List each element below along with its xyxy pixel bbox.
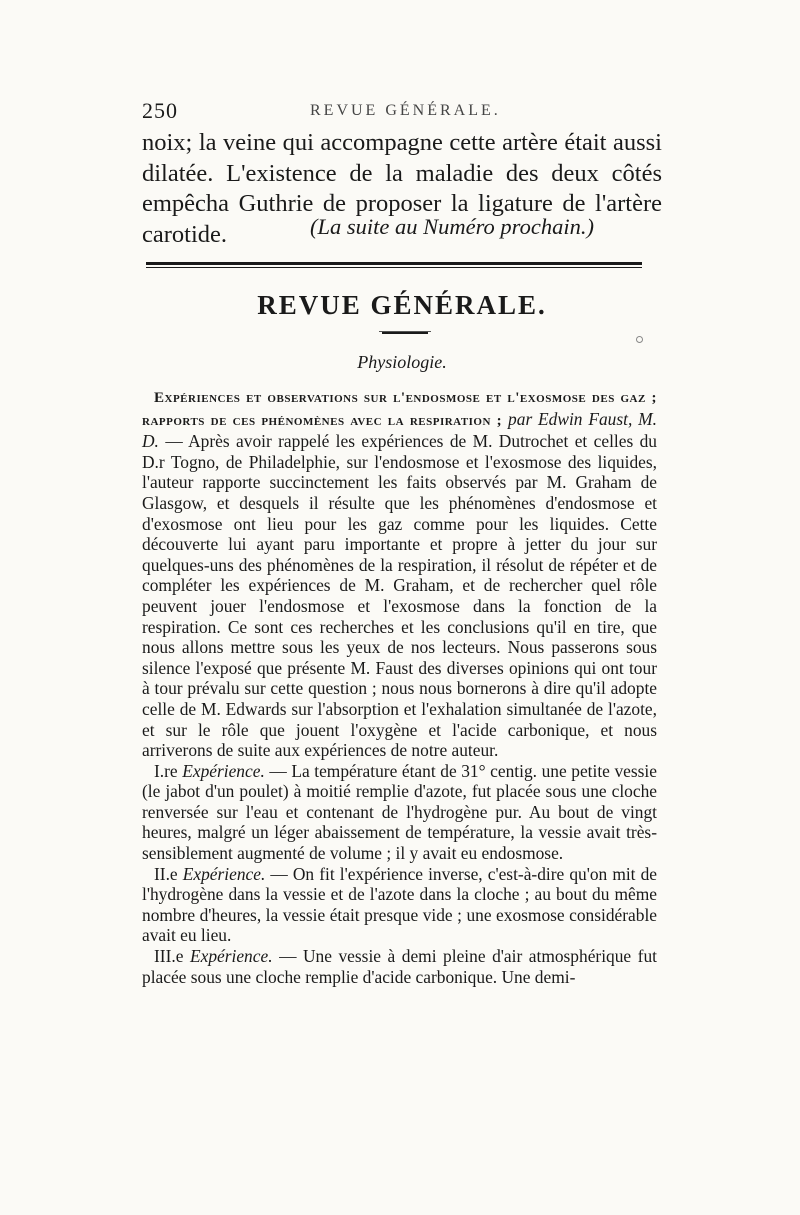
subsection-title: Physiologie. (357, 352, 447, 372)
article-author: par Edwin Faust, M. D. (142, 408, 657, 452)
experiment-title: Expérience. (182, 863, 266, 884)
title-ornament-rule (382, 332, 428, 334)
experiment-label: III.e (154, 946, 184, 967)
experiment-title: Expérience. (182, 760, 265, 781)
article-intro: — Après avoir rappelé les expériences de M. Dutrochet et celles du D.r Togno, de Philadelphie, sur l'endosmose et l'exosmose des liquides, l'auteur rapporte succinctement les faits observés par M. Graham de Glasgow, et desquels il résulte que les phénomènes d'endosmose et d'exosmose ont lieu pour les gaz comme pour les liquides. Cette découverte lui ayant paru importante et propre à jetter du jour sur quelques-uns des phénomènes de la respiration, il résolut de répéter et de compléter les expériences de M. Graham, et de rechercher quel rôle peuvent jouer l'endosmose et l'exosmose dans la fonction de la respiration. Ce sont ces recherches et les conclusions qu'il en tire, que nous allons mettre sous les yeux de nos lecteurs. Nous passerons sous silence l'exposé que présente M. Faust des diverses opinions qui ont tour à tour prévalu sur cette question ; nous nous bornerons à dire qu'il adopte celle de M. Edwards sur l'absorption et l'exhalation simultanée de l'azote, et sur le rôle que jouent l'oxygène et l'acide carbonique, et nous arriverons de suite aux expériences de notre auteur. (142, 431, 657, 761)
experiment-paragraph (142, 761, 657, 864)
running-title: REVUE GÉNÉRALE. (310, 102, 501, 119)
previous-article-text: noix; la veine qui accompagne cette artère était aussi dilatée. L'existence de la maladie des deux côtés empêcha Guthrie de proposer la ligature de l'artère carotide. (142, 129, 662, 248)
article-intro-paragraph (142, 386, 657, 761)
experiment-text: — Une vessie à demi pleine d'air atmosphérique fut placée sous une cloche remplie d'acide carbonique. Une demi- (142, 946, 657, 987)
section-divider (146, 262, 642, 270)
experiment-text: — On fit l'expérience inverse, c'est-à-dire qu'on mit de l'hydrogène dans la vessie et de l'azote dans la cloche ; au bout du même nombre d'heures, la vessie était presque vide ; une exosmose considérable avait eu lieu. (142, 863, 657, 946)
article-body (142, 386, 657, 987)
experiment-paragraph (142, 946, 657, 987)
margin-mark (636, 336, 643, 343)
experiment-text: — La température étant de 31° centig. une petite vessie (le jabot d'un poulet) à moitié remplie d'azote, fut placée sous une cloche renversée sur l'eau et contenant de l'hydrogène pur. Au bout de vingt heures, malgré un léger abaissement de température, la vessie avait très-sensiblement augmenté de volume ; il y avait eu endosmose. (142, 760, 657, 864)
page-number: 250 (142, 98, 178, 123)
running-head (142, 98, 662, 124)
experiment-title: Expérience. (189, 946, 273, 967)
experiment-label: I.re (154, 760, 178, 781)
article-heading: Expériences et observations sur l'endosmose et l'exosmose des gaz ; rapports de ces phénomènes avec la respiration ; (142, 390, 657, 429)
section-title: REVUE GÉNÉRALE. (257, 290, 547, 320)
experiment-paragraph (142, 864, 657, 946)
experiment-label: II.e (154, 863, 178, 884)
continuation-note: (La suite au Numéro prochain.) (310, 214, 594, 239)
